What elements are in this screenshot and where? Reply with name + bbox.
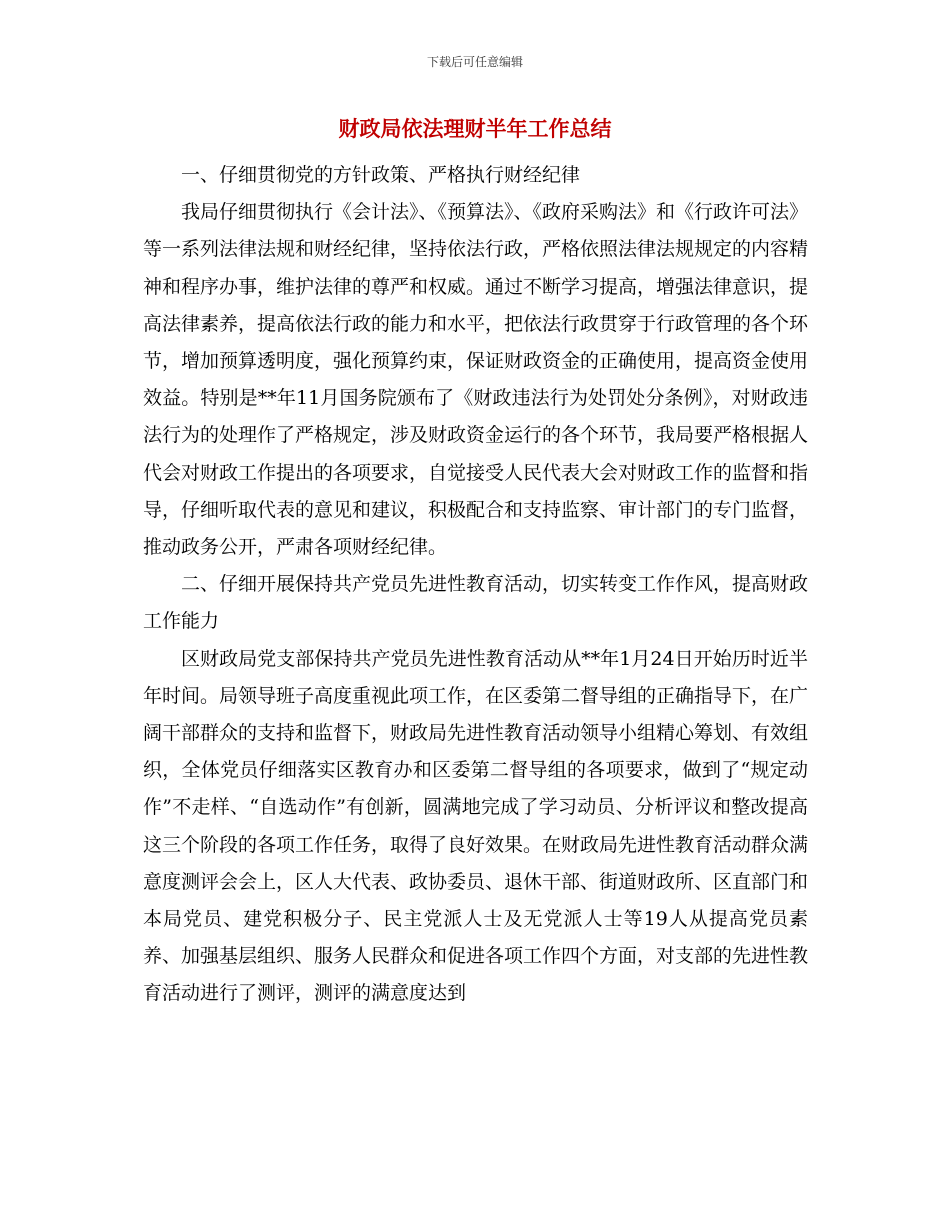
paragraph-2: 区财政局党支部保持共产党员先进性教育活动从**年1月24日开始历时近半年时间。局领导班子高度重视此项工作，在区委第二督导组的正确指导下，在广阔干部群众的支持和监督下，财政局先进性教育活动领导小组精心筹划、有效组织，全体党员仔细落实区教育办和区委第二督导组的各项要求，做到了“规定动作”不走样、“自选动作”有创新，圆满地完成了学习动员、分析评议和整改提高这三个阶段的各项工作任务，取得了良好效果。在财政局先进性教育活动群众满意度测评会会上，区人大代表、政协委员、退休干部、街道财政所、区直部门和本局党员、建党积极分子、民主党派人士及无党派人士等19人从提高党员素养、加强基层组织、服务人民群众和促进各项工作四个方面，对支部的先进性教育活动进行了测评，测评的满意度达到 [143, 647, 809, 1005]
paragraph-1: 我局仔细贯彻执行《会计法》、《预算法》、《政府采购法》和《行政许可法》等一系列法律法规和财经纪律，坚持依法行政，严格依照法律法规规定的内容精神和程序办事，维护法律的尊严和权威。通过不断学习提高，增强法律意识，提高法律素养，提高依法行政的能力和水平，把依法行政贯穿于行政管理的各个环节，增加预算透明度，强化预算约束，保证财政资金的正确使用，提高资金使用效益。特别是**年11月国务院颁布了《财政违法行为处罚处分条例》，对财政违法行为的处理作了严格规定，涉及财政资金运行的各个环节，我局要严格根据人代会对财政工作提出的各项要求，自觉接受人民代表大会对财政工作的监督和指导，仔细听取代表的意见和建议，积极配合和支持监察、审计部门的专门监督，推动政务公开，严肃各项财经纪律。 [143, 201, 809, 559]
section-heading-2: 二、仔细开展保持共产党员先进性教育活动，切实转变工作作风，提高财政工作能力 [143, 573, 809, 633]
page-header-note: 下载后可任意编辑 [426, 55, 523, 69]
section-heading-1: 一、仔细贯彻党的方针政策、严格执行财经纪律 [181, 164, 581, 186]
document-title: 财政局依法理财半年工作总结 [338, 116, 612, 141]
document-body [143, 157, 808, 1013]
